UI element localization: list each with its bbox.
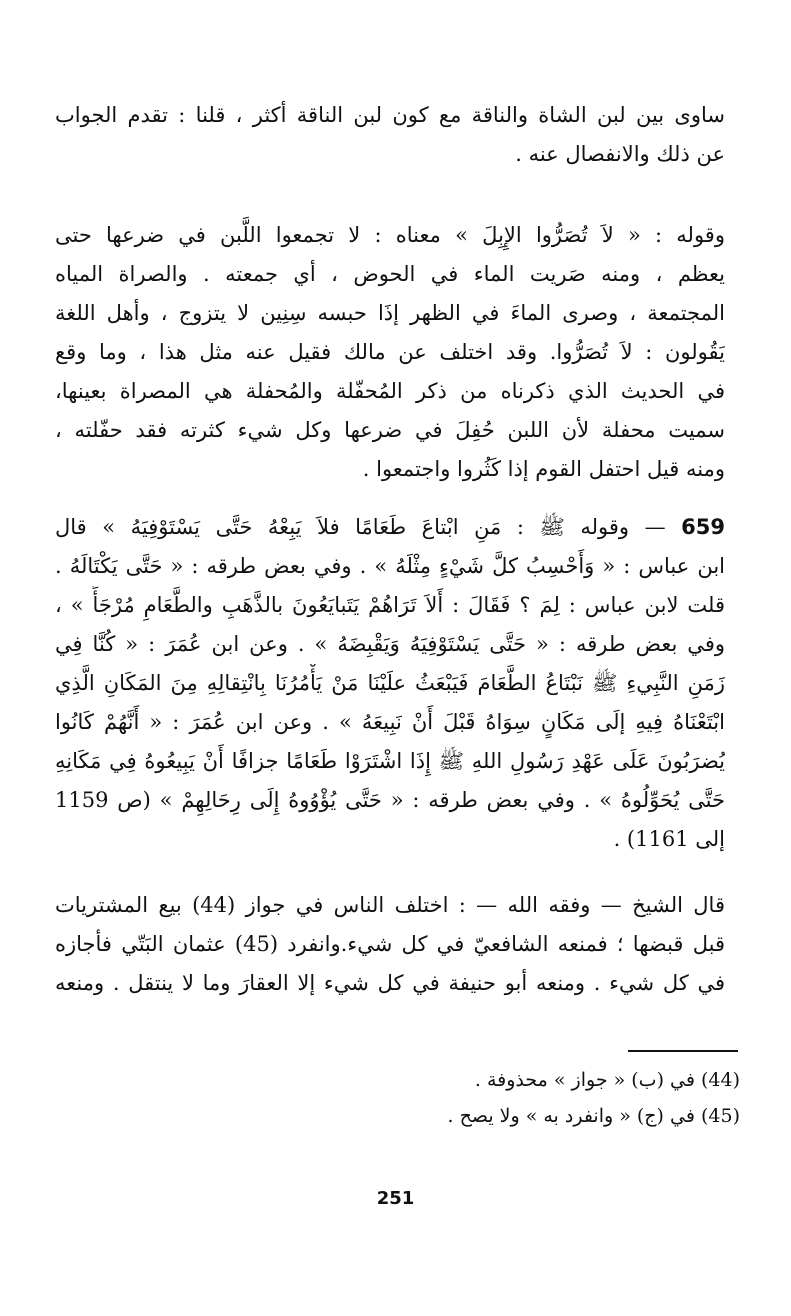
paragraph-2 — [55, 216, 725, 489]
footnote-45: (45) في (ج) « وانفرد به » ولا يصح . — [447, 1105, 740, 1127]
text-line: سميت محفلة لأن اللبن حُفِلَ في ضرعها وكل شيء كثرته فقد حفّلته ، — [55, 418, 725, 442]
text-line: قبل قبضها ؛ فمنعه الشافعيّ في كل شيء.وانفرد (45) عثمان البَتّي فأجازه — [55, 932, 725, 956]
text-line: عن ذلك والانفصال عنه . — [515, 142, 725, 166]
text-line: يَقُولون : لاَ تُصَرُّوا. وقد اختلف عن مالك فقيل عنه مثل هذا ، وما وقع — [55, 340, 725, 364]
text-line — [55, 508, 725, 547]
text-line: ومنه قيل احتفل القوم إذا كَثُروا واجتمعوا . — [362, 457, 725, 481]
text-line-content: — وقوله ﷺ : مَنِ ابْتاعَ طَعَامًا فلاَ يَبِعْهُ حَتَّى يَسْتَوْفِيَهُ » قال — [55, 515, 666, 539]
text-line: إلى 1161) . — [613, 827, 725, 851]
text-line: قال الشيخ — وفقه الله — : اختلف الناس في جواز (44) بيع المشتريات — [55, 893, 725, 917]
text-line: ابْتَعْنَاهُ فِيهِ إلَى مَكَانٍ سِوَاهُ قَبْلَ أَنْ نَبِيعَهُ » . وعن ابن عُمَرَ : « أَنَّهُمْ كَانُوا — [55, 710, 725, 734]
text-line: يعظم ، ومنه صَريت الماء في الحوض ، أي جمعته . والصراة المياه — [55, 262, 725, 286]
hadith-number: 659 — [681, 515, 725, 539]
text-line: ساوى بين لبن الشاة والناقة مع كون لبن الناقة أكثر ، قلنا : تقدم الجواب — [55, 103, 725, 127]
text-line: زَمَنِ النَّبِيءِ ﷺ نَبْتَاعُ الطَّعَامَ فَيَبْعَثُ علَيْنَا مَنْ يَأْمُرُنَا بِانْتِقالِهِ مِنَ المَكَانِ الَّذِي — [55, 671, 725, 695]
text-line: في الحديث الذي ذكرناه من ذكر المُحفّلة والمُحفلة هي المصراة بعينها، — [55, 379, 725, 403]
text-line: وفي بعض طرقه : « حَتَّى يَسْتَوْفِيَهُ وَيَقْبِضَهُ » . وعن ابن عُمَرَ : « كُنَّا فِي — [55, 632, 725, 656]
text-line: يُضرَبُونَ عَلَى عَهْدِ رَسُولِ اللهِ ﷺ إِذَا اشْتَرَوْا طَعَامًا جزافًا أَنْ يَبِيعُوهُ فِي مَكَانِهِ — [55, 749, 725, 773]
text-line: في كل شيء . ومنعه أبو حنيفة في كل شيء إلا العقارَ وما لا ينتقل . ومنعه — [55, 971, 725, 995]
text-line: المجتمعة ، وصرى الماءَ في الظهر إذَا حبسه سِنِين لا يتزوج ، وأهل اللغة — [55, 301, 725, 325]
text-line: وقوله : « لاَ تُصَرُّوا الإِبِلَ » معناه : لا تجمعوا اللَّبن في ضرعها حتى — [55, 223, 725, 247]
footnote-44: (44) في (ب) « جواز » محذوفة . — [474, 1069, 740, 1091]
footnote-separator — [628, 1050, 738, 1052]
footnotes — [300, 1062, 740, 1134]
page-number: 251 — [376, 1188, 415, 1209]
paragraph-1 — [55, 96, 725, 174]
text-line: حَتَّى يُحَوِّلُوهُ » . وفي بعض طرقه : « حَتَّى يُؤْوُوهُ إِلَى رِحَالِهِمْ » (ص 1159 — [55, 788, 725, 812]
paragraph-4 — [55, 886, 725, 1003]
text-line: ابن عباس : « وَأَحْسِبُ كلَّ شَيْءٍ مِثْلَهُ » . وفي بعض طرقه : « حَتَّى يَكْتَالَهُ . — [55, 554, 725, 578]
paragraph-3-hadith-659 — [55, 508, 725, 859]
text-line: قلت لابن عباس : لِمَ ؟ فَقَالَ : أَلاَ تَرَاهُمْ يَتَبايَعُونَ بالذَّهَبِ والطَّعَامِ مُرْجَأً » ، — [55, 593, 725, 617]
